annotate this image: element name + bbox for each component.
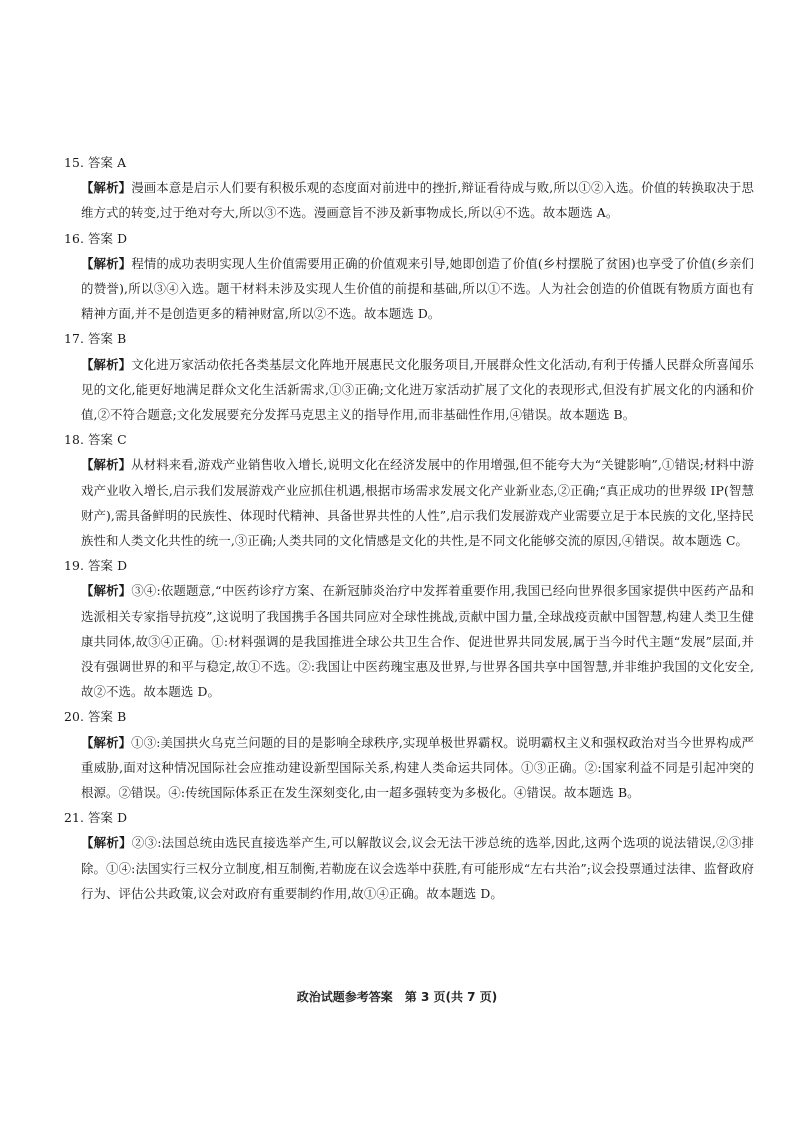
explanation-tag: 【解析】 bbox=[81, 734, 132, 750]
explanation bbox=[64, 452, 754, 553]
answer-item-20 bbox=[64, 704, 754, 805]
answer-line: 17. 答案 B bbox=[64, 331, 127, 347]
explanation-tag: 【解析】 bbox=[81, 835, 132, 851]
explanation bbox=[64, 175, 754, 225]
answer-item-17 bbox=[64, 326, 754, 427]
answer-line: 15. 答案 A bbox=[64, 155, 127, 170]
explanation-text: ①③:美国拱火乌克兰问题的目的是影响全球秩序,实现单极世界霸权。说明霸权主义和强权政治对当今世界构成严重威胁,面对这种情况国际社会应推动建设新型国际关系,构建人类命运共同体。①③正确。②:国家利益不同是引起冲突的根源。②错误。④:传统国际体系正在发生深刻变化,由一超多强转变为多极化。④错误。故本题选 B。 bbox=[81, 734, 754, 801]
explanation-tag: 【解析】 bbox=[81, 356, 132, 372]
answer-line: 21. 答案 D bbox=[64, 810, 128, 826]
answer-list bbox=[64, 150, 754, 906]
answer-line: 18. 答案 C bbox=[64, 432, 127, 448]
answer-line: 20. 答案 B bbox=[64, 709, 127, 725]
answer-item-19 bbox=[64, 553, 754, 704]
explanation-text: ②③:法国总统由选民直接选举产生,可以解散议会,议会无法干涉总统的选举,因此,这两个选项的说法错误,②③排除。①④:法国实行三权分立制度,相互制衡,若勒庞在议会选举中获胜,有可能形成“左右共治”;议会投票通过法律、监督政府行为、评估公共政策,议会对政府有重要制约作用,故①④正确。故本题选 D。 bbox=[81, 835, 755, 901]
explanation bbox=[64, 578, 754, 704]
explanation bbox=[64, 730, 754, 806]
answer-item-16 bbox=[64, 226, 754, 327]
answer-line: 19. 答案 D bbox=[64, 558, 128, 574]
explanation-tag: 【解析】 bbox=[81, 255, 132, 271]
explanation-text: ③④:依题题意,“中医药诊疗方案、在新冠肺炎治疗中发挥着重要作用,我国已经向世界很多国家提供中医药产品和选派相关专家指导抗疫”,这说明了我国携手各国共同应对全球性挑战,贡献中国力量,全球战疫贡献中国智慧,构建人类卫生健康共同体,故③④正确。①:材料强调的是我国推进全球公共卫生合作、促进世界共同发展,属于当今时代主题“发展”层面,并没有强调世界的和平与稳定,故①不选。②:我国让中医药瑰宝惠及世界,与世界各国共享中国智慧,并非维护我国的文化安全,故②不选。故本题选 D。 bbox=[81, 583, 754, 700]
explanation bbox=[64, 830, 754, 906]
page-footer: 政治试题参考答案 第 3 页(共 7 页) bbox=[296, 990, 498, 1004]
answer-item-21 bbox=[64, 805, 754, 906]
explanation-tag: 【解析】 bbox=[81, 583, 132, 599]
answer-item-15 bbox=[64, 150, 754, 226]
explanation-tag: 【解析】 bbox=[81, 457, 132, 473]
explanation bbox=[64, 251, 754, 327]
answer-line: 16. 答案 D bbox=[64, 230, 128, 246]
explanation-text: 程情的成功表明实现人生价值需要用正确的价值观来引导,她即创造了价值(乡村摆脱了贫困)也享受了价值(乡亲们的赞誉),所以③④入选。题干材料未涉及实现人生价值的前提和基础,所以①不选。人为社会创造的价值既有物质方面也有精神方面,并不是创造更多的精神财富,所以②不选。故本题选 D。 bbox=[81, 255, 755, 322]
explanation-text: 漫画本意是启示人们要有积极乐观的态度面对前进中的挫折,辩证看待成与败,所以①②入选。价值的转换取决于思维方式的转变,过于绝对夸大,所以③不选。漫画意旨不涉及新事物成长,所以④不选。故本题选 A。 bbox=[81, 180, 754, 221]
answer-item-18 bbox=[64, 427, 754, 553]
explanation-text: 文化进万家活动依托各类基层文化阵地开展惠民文化服务项目,开展群众性文化活动,有利于传播人民群众所喜闻乐见的文化,能更好地满足群众文化生活新需求,①③正确;文化进万家活动扩展了文化的表现形式,但没有扩展文化的内涵和价值,②不符合题意;文化发展要充分发挥马克思主义的指导作用,而非基础性作用,④错误。故本题选 B。 bbox=[81, 356, 754, 423]
explanation bbox=[64, 352, 754, 428]
explanation-text: 从材料来看,游戏产业销售收入增长,说明文化在经济发展中的作用增强,但不能夸大为“关键影响”,①错误;材料中游戏产业收入增长,启示我们发展游戏产业应抓住机遇,根据市场需求发展文化产业新业态,②正确;“真正成功的世界级 IP(智慧财产),需具备鲜明的民族性、体现时代精神、具备世界共性的人性”,启示我们发展游戏产业需要立足于本民族的文化,坚持民族性和人类文化共性的统一,③正确;人类共同的文化情感是文化的共性,是不同文化能够交流的原因,④错误。故本题选 C。 bbox=[81, 457, 754, 549]
explanation-tag: 【解析】 bbox=[81, 180, 132, 196]
